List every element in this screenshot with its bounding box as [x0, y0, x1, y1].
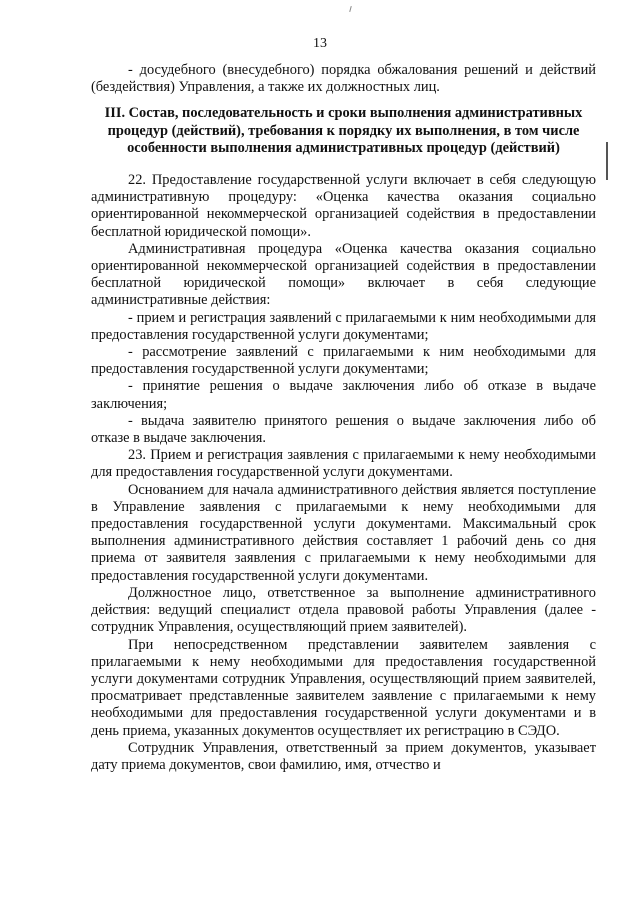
paragraph-employee: Сотрудник Управления, ответственный за прием документов, указывает дату приема документов, свои фамилию, имя, отчество и [91, 739, 596, 773]
margin-mark [606, 142, 608, 180]
page-number: 13 [313, 36, 327, 51]
list-item-decision: - принятие решения о выдаче заключения либо об отказе в выдаче заключения; [91, 378, 596, 412]
paragraph-23: 23. Прием и регистрация заявления с прилагаемыми к нему необходимыми для предоставления государственной услуги документами. [91, 447, 596, 481]
list-item-reception: - прием и регистрация заявлений с прилагаемыми к ним необходимыми для предоставления государственной услуги документами; [91, 309, 596, 343]
list-item-review: - рассмотрение заявлений с прилагаемыми к ним необходимыми для предоставления государственной услуги документами; [91, 344, 596, 378]
paragraph-official: Должностное лицо, ответственное за выполнение административного действия: ведущий специалист отдела правовой работы Управления (далее - сотрудник Управления, осуществляющий прием заявителей). [91, 584, 596, 636]
scan-mark [349, 6, 352, 12]
document-body [91, 62, 596, 774]
paragraph-direct-submission: При непосредственном представлении заявителем заявления с прилагаемыми к нему необходимыми для предоставления государственной услуги документами сотрудник Управления, осуществляющий прием заявителей, просматривает представленные заявителем заявление с прилагаемыми к нему необходимыми для предоставления государственной услуги документами и в день приема, указанных документов осуществляет их регистрацию в СЭДО. [91, 636, 596, 739]
paragraph-intro: - досудебного (внесудебного) порядка обжалования решений и действий (бездействия) Управления, а также их должностных лиц. [91, 62, 596, 96]
paragraph-basis: Основанием для начала административного действия является поступление в Управление заявления с прилагаемыми к нему необходимыми для предоставления государственной услуги документами. Максимальный срок выполнения административного действия составляет 1 рабочий день со дня приема от заявителя заявления с прилагаемыми к нему необходимыми для предоставления государственной услуги документами. [91, 481, 596, 584]
list-item-issue: - выдача заявителю принятого решения о выдаче заключения либо об отказе в выдаче заключения. [91, 412, 596, 447]
section-heading: III. Состав, последовательность и сроки выполнения административных процедур (действий), требования к порядку их выполнения, в том числе особенности выполнения административных процедур (действий) [104, 105, 583, 156]
paragraph-procedure: Административная процедура «Оценка качества оказания социально ориентированной некоммерческой организацией содействия в предоставлении бесплатной юридической помощи» включает в себя следующие административные действия: [91, 240, 596, 309]
paragraph-22: 22. Предоставление государственной услуги включает в себя следующую административную процедуру: «Оценка качества оказания социально ориентированной некоммерческой организацией содействия в предоставлении бесплатной юридической помощи». [91, 172, 596, 240]
